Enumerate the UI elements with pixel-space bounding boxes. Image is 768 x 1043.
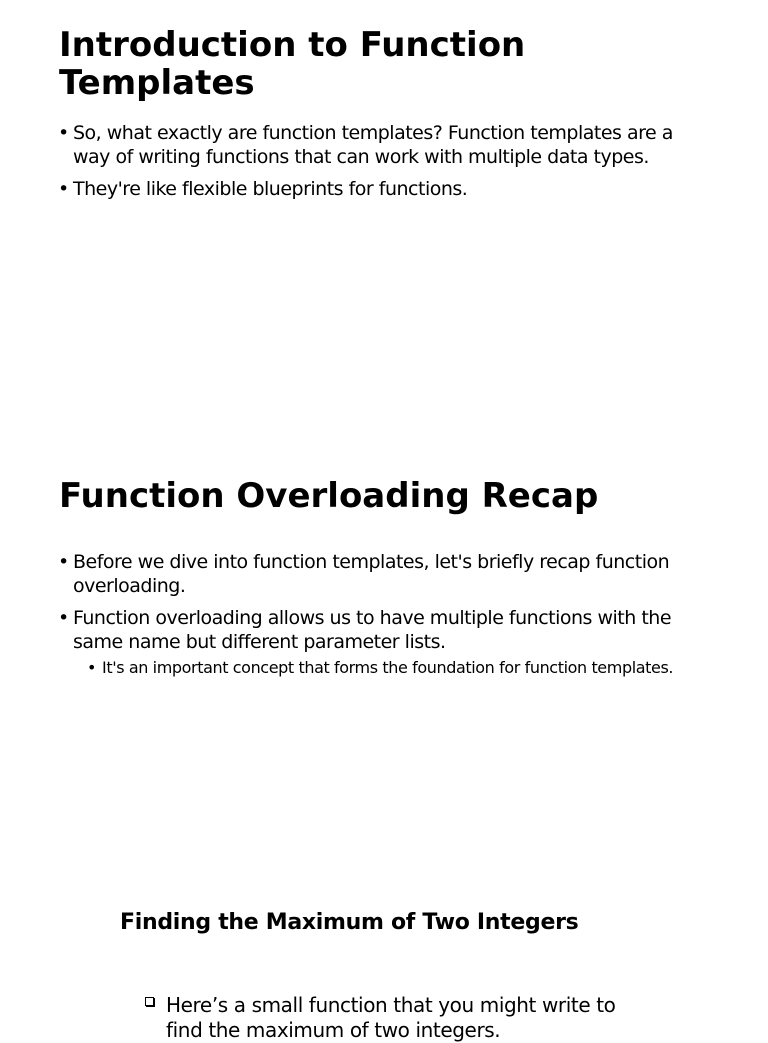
bullet-item: • Before we dive into function templates, let's briefly recap function overloading. [0,550,683,598]
section-heading: Finding the Maximum of Two Integers [120,910,579,935]
bullet-item [0,606,683,678]
bullet-text: Here’s a small function that you might write to find the maximum of two integers. [166,993,616,1042]
slide-title: Introduction to Function Templates [59,25,526,103]
bullet-item [0,993,646,1043]
square-bullet-icon [145,997,154,1006]
sub-bullet-list [73,658,683,678]
bullet-list [0,121,768,201]
slide-introduction [0,26,768,209]
bullet-list [0,993,646,1043]
bullet-text: Function overloading allows us to have multiple functions with the same name but different parameter lists. [73,607,672,653]
slide-maximum-example [0,909,768,1042]
bullet-item: • So, what exactly are function templates? Function templates are a way of writing functions that can work with multiple data types. [0,121,683,169]
sub-bullet-item: • It's an important concept that forms the foundation for function templates. [73,658,683,678]
slide-title: Function Overloading Recap [59,476,599,516]
slide-overloading-recap [0,477,768,686]
bullet-list [0,550,768,678]
bullet-item: • They're like flexible blueprints for functions. [0,177,683,201]
